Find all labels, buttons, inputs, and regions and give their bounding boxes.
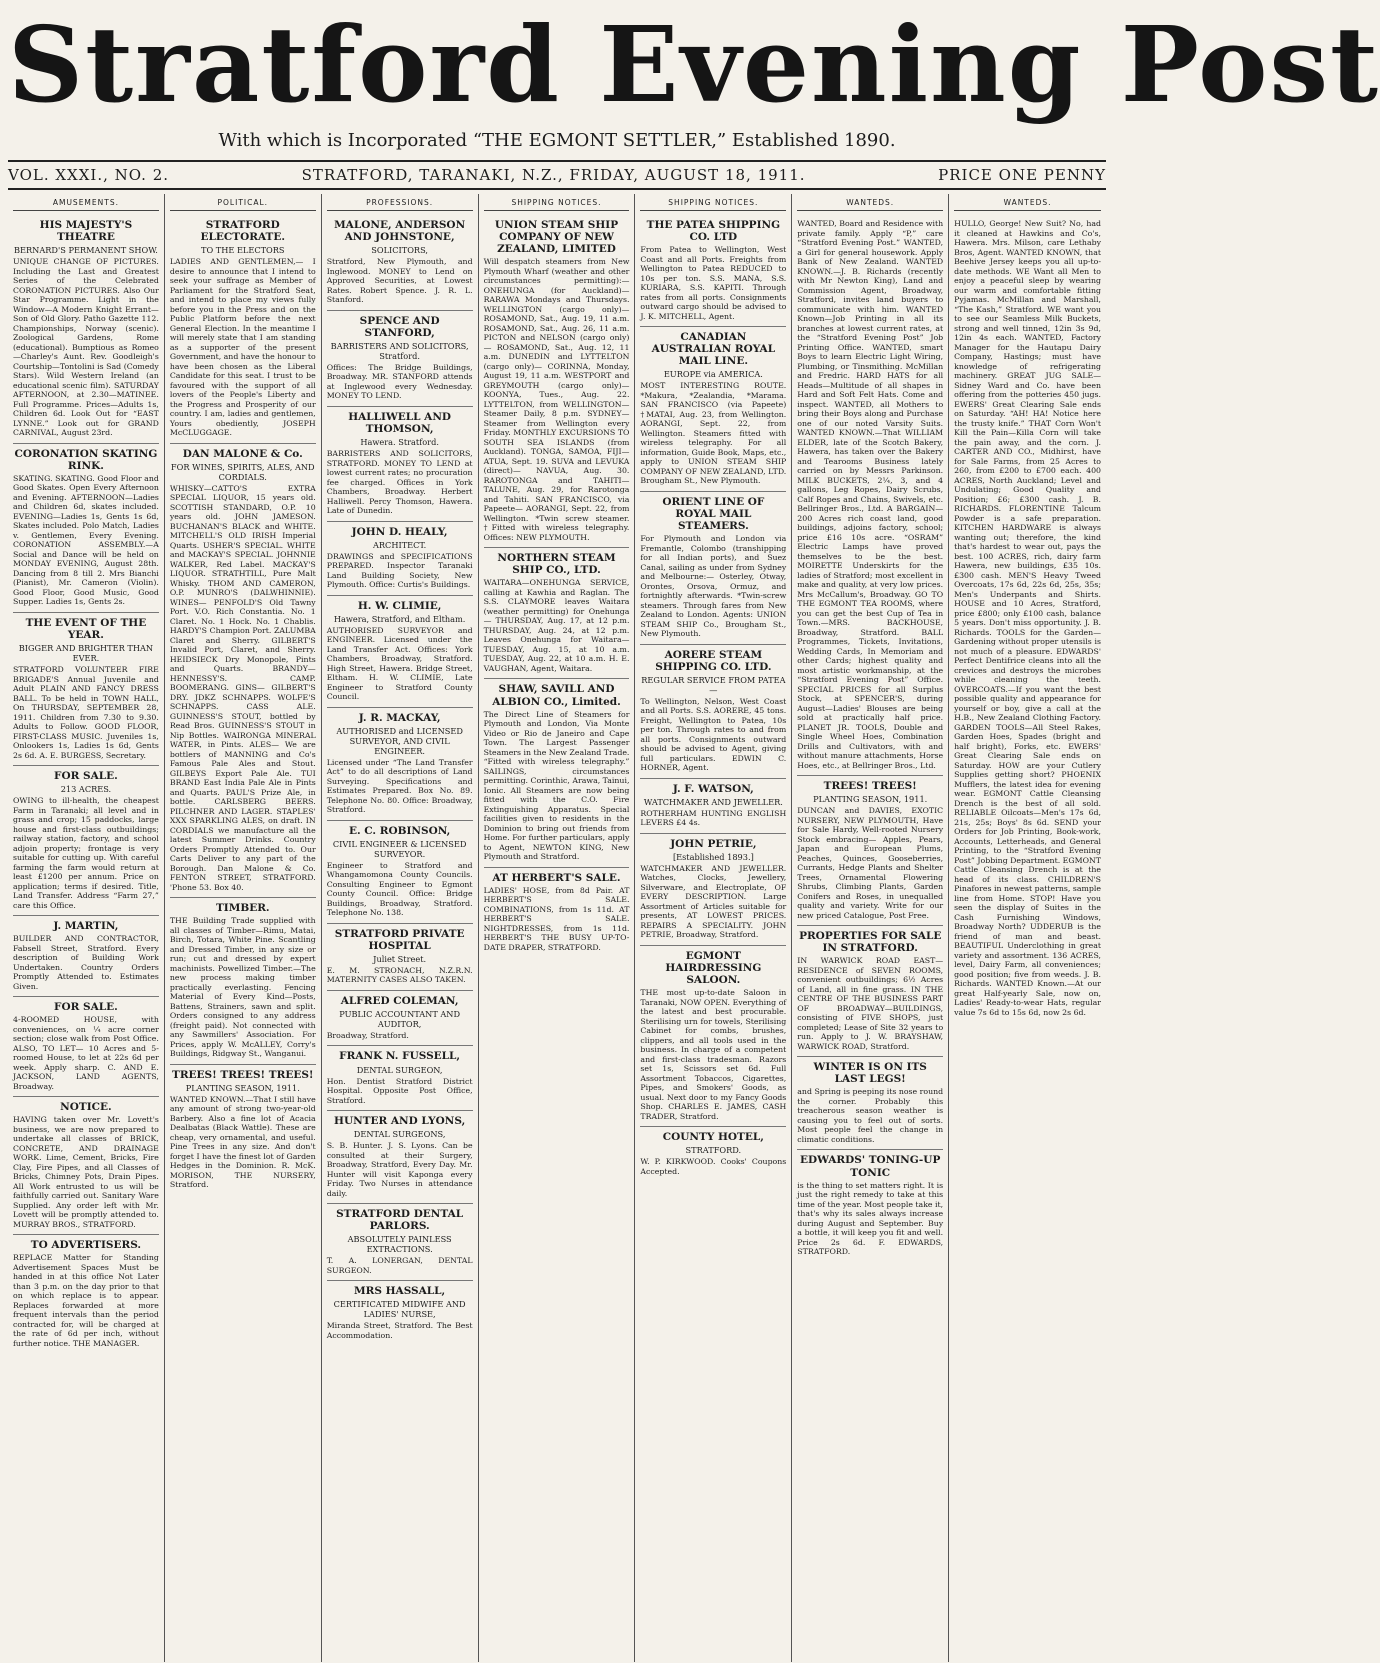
ad-body: BARRISTERS AND SOLICITORS, STRATFORD. MONEY TO LEND at lowest current rates; no procuration fee charged. Offices in York Chambers, Broadway. Herbert Halliwell. Percy Thomson, Hawera. Late of Dunedin.	[326, 449, 473, 516]
advertisement	[170, 898, 316, 1065]
place-date: STRATFORD, TARANAKI, N.Z., FRIDAY, AUGUST 18, 1911.	[301, 166, 806, 184]
ad-title: ORIENT LINE OF ROYAL MAIL STEAMERS.	[662, 495, 765, 533]
column-4	[479, 194, 636, 1662]
ad-title: J. MARTIN,	[53, 920, 119, 933]
ad-subtitle: WATCHMAKER AND JEWELLER.	[643, 796, 783, 807]
advertisement	[170, 1065, 316, 1195]
column-6	[792, 194, 949, 1662]
ad-title: TIMBER.	[215, 902, 270, 915]
ad-title: STRATFORD PRIVATE HOSPITAL	[334, 927, 465, 952]
ad-title: DAN MALONE & Co.	[182, 447, 303, 460]
ad-body: Will despatch steamers from New Plymouth Wharf (weather and other circumstances permitting):— ONEHUNGA (for Auckland)— RARAWA Mondays and Thursdays. WELLINGTON (cargo only)— ROSAMOND, Sat., Aug. 19, 11 a.m. ROSAMOND, Sat., Aug. 26, 11 a.m. PICTON and NELSON (cargo only)— ROSAMOND, Sat., Aug. 12, 11 a.m. DUNEDIN and LYTTELTON (cargo only)— CORINNA, Monday, August 19, 11 a.m. WESTPORT and GREYMOUTH (cargo only)— KOONYA, Tues., Aug. 22. LYTTELTON, from WELLINGTON—Steamer Daily, 8 p.m. SYDNEY— Steamer from Wellington every Friday. MONTHLY EXCURSIONS TO SOUTH SEA ISLANDS (from Auckland). TONGA, SAMOA, FIJI— ATUA, Sept. 19. SUVA and LEVUKA (direct)— NAVUA, Aug. 30. RAROTONGA and TAHITI— TALUNE, Aug. 29, for Rarotonga and Tahiti. SAN FRANCISCO, via Papeete— AORANGI, Sept. 22, from Wellington. *Twin screw steamer. †Fitted with wireless telegraphy. Offices: NEW PLYMOUTH.	[483, 257, 630, 542]
advertisement	[640, 946, 786, 1127]
column-3	[322, 194, 479, 1662]
ad-title: J. F. WATSON,	[672, 782, 754, 795]
advertisement	[13, 1097, 159, 1235]
column-heading: PROFESSIONS.	[327, 194, 473, 211]
column-heading: SHIPPING NOTICES.	[484, 194, 630, 211]
ad-title: JOHN PETRIE,	[670, 837, 757, 850]
advertisement	[640, 492, 786, 645]
column-heading: AMUSEMENTS.	[13, 194, 159, 211]
ad-body: WATCHMAKER AND JEWELLER. Watches, Clocks, Jewellery, Silverware, and Electroplate, OF EVERY DESCRIPTION. Large Assortment of Articles suitable for presents, AT LOWEST PRICES. REPAIRS A SPECIALITY. JOHN PETRIE, Broadway, Stratford.	[640, 863, 787, 940]
advertisement	[327, 311, 473, 407]
advertisement	[640, 215, 786, 327]
advertisement	[327, 215, 473, 311]
ad-subtitle: BIGGER AND BRIGHTER THAN EVER.	[18, 643, 154, 664]
advertisement	[640, 1127, 786, 1181]
ad-title: CORONATION SKATING RINK.	[14, 447, 158, 472]
ad-title: H. W. CLIMIE,	[357, 599, 442, 612]
advertisement	[13, 1235, 159, 1353]
ad-subtitle: CERTIFICATED MIDWIFE AND LADIES' NURSE,	[333, 1299, 466, 1320]
dateline	[8, 160, 1106, 190]
ad-subtitle: ARCHITECT.	[372, 539, 427, 550]
ad-body: THE most up-to-date Saloon in Taranaki, NOW OPEN. Everything of the latest and best procurable. Sterilising urn for towels, Sterilising Cabinet for combs, brushes, clippers, and all tools used in the business. In charge of a competent and first-class tradesman. Razors set 1s, Scissors set 6d. Full Assortment Tobaccos, Cigarettes, Pipes, and Smokers' Goods, as usual. Next door to my Fancy Goods Shop. CHARLES E. JAMES, CASH TRADER, Stratford.	[640, 988, 787, 1121]
ad-title: FOR SALE.	[54, 770, 118, 783]
ad-subtitle: DENTAL SURGEON,	[356, 1064, 443, 1075]
ad-subtitle: Hawera, Stratford, and Eltham.	[333, 613, 466, 624]
advertisement	[797, 926, 943, 1057]
ad-title: COUNTY HOTEL,	[662, 1131, 764, 1144]
ad-body: SKATING. SKATING. Good Floor and Good Skates. Open Every Afternoon and Evening. AFTERNOON—Ladies and Children 6d, skates included. EVENING—Ladies 1s, Gents 1s 6d, Skates included. Polo Match, Ladies v. Gentlemen, Every Evening. CORONATION ASSEMBLY.—A Social and Dance will be held on MONDAY EVENING, August 28th. Dancing from 8 till 2. Mrs Bianchi (Pianist), Mr. Cameron (Violin). Good Floor, Good Music, Good Supper. Ladies 1s, Gents 2s.	[13, 473, 159, 607]
advertisement	[170, 444, 316, 899]
ad-subtitle: CIVIL ENGINEER & LICENSED SURVEYOR.	[332, 838, 467, 859]
advertisement	[327, 407, 473, 522]
ad-body: For Plymouth and London via Fremantle, Colombo (transhipping for all Indian ports), and Suez Canal, sailing as under from Sydney and Melbourne:— Osterley, Otway, Orontes, Orsova, Ormuz, and fortnightly afterwards. *Twin-screw steamers. Through fares from New Zealand to London. Agents: UNION STEAM SHIP Co., Brougham St., New Plymouth.	[640, 534, 787, 639]
ad-body: WAITARA—ONEHUNGA SERVICE, calling at Kawhia and Raglan. The S.S. CLAYMORE leaves Waitara (weather permitting) for Onehunga— THURSDAY, Aug. 17, at 12 p.m. THURSDAY, Aug. 24, at 12 p.m. Leaves Onehunga for Waitara— TUESDAY, Aug. 15, at 10 a.m. TUESDAY, Aug. 22, at 10 a.m. H. E. VAUGHAN, Agent, Waitara.	[483, 578, 630, 673]
ad-body: T. A. LONERGAN, DENTAL SURGEON.	[326, 1256, 473, 1275]
advertisement	[170, 215, 316, 444]
column-5	[635, 194, 792, 1662]
advertisement	[640, 327, 786, 492]
ad-body: THE Building Trade supplied with all classes of Timber—Rimu, Matai, Birch, Totara, White Pine. Scantling and Dressed Timber, in any size or run; cut and dressed by expert machinists. Powellized Timber.—The new process making timber practically everlasting. Fencing Material of Every Kind—Posts, Battens, Strainers, sawn and split. Orders consigned to any address (freight paid). Not connected with any Sawmillers' Association. For Prices, apply W. McALLEY, Corry's Buildings, Ridgway St., Wanganui.	[169, 916, 316, 1059]
advertisement	[797, 215, 943, 776]
price: PRICE ONE PENNY	[938, 166, 1106, 184]
ad-body: Offices: The Bridge Buildings, Broadway. MR. STANFORD attends at Inglewood every Wednesday. MONEY TO LEND.	[326, 362, 473, 401]
ad-title: FOR SALE.	[54, 1001, 118, 1014]
advertisement	[327, 1046, 473, 1111]
advertisement	[13, 997, 159, 1097]
ad-body: and Spring is peeping its nose round the corner. Probably this treacherous season weather is causing you to feel out of sorts. Most people feel the change in climatic conditions.	[797, 1087, 944, 1144]
advertisement	[640, 779, 786, 834]
ad-subtitle: REGULAR SERVICE FROM PATEA—	[641, 674, 786, 695]
advertisement	[327, 821, 473, 924]
ad-title: FRANK N. FUSSELL,	[339, 1050, 461, 1063]
ad-title: HALLIWELL AND THOMSON,	[348, 410, 452, 435]
ad-body: Hon. Dentist Stratford District Hospital. Opposite Post Office, Stratford.	[326, 1076, 473, 1105]
ad-title: UNION STEAM SHIP COMPANY OF NEW ZEALAND, LIMITED	[494, 219, 619, 256]
ad-subtitle: ABSOLUTELY PAINLESS EXTRACTIONS.	[347, 1234, 452, 1255]
ad-title: MALONE, ANDERSON AND JOHNSTONE,	[334, 219, 466, 244]
ad-title: THE PATEA SHIPPING CO. LTD	[646, 219, 781, 244]
column-2	[165, 194, 322, 1662]
ad-title: NORTHERN STEAM SHIP CO., LTD.	[497, 552, 616, 577]
ad-body: BUILDER AND CONTRACTOR, Fabsell Street, Stratford. Every description of Building Work Undertaken. Country Orders Promptly Attended to. Estimates Given.	[13, 934, 159, 991]
ad-body: ROTHERHAM HUNTING ENGLISH LEVERS £4 4s.	[640, 808, 787, 828]
column-heading: WANTEDS.	[954, 194, 1101, 211]
ad-subtitle: BARRISTERS AND SOLICITORS, Stratford.	[330, 340, 469, 361]
ad-body: LADIES' HOSE, from 8d Pair. AT HERBERT'S SALE. COMBINATIONS, from 1s 11d. AT HERBERT'S SALE. NIGHTDRESSES, from 1s 11d. HERBERT'S THE BUSY UP-TO-DATE DRAPER, STRATFORD.	[483, 885, 630, 952]
ad-title: WINTER IS ON ITS LAST LEGS!	[813, 1061, 927, 1086]
ad-body: Broadway, Stratford.	[326, 1030, 409, 1040]
ad-title: SPENCE AND STANFORD,	[359, 314, 440, 339]
ad-title: EDWARDS' TONING-UP TONIC	[800, 1154, 941, 1179]
ad-body: WANTED, Board and Residence with private family. Apply “P,” care “Stratford Evening Post.” WANTED, a Girl for general housework. Apply Bank of New Zealand. WANTED KNOWN.—J. B. Richards (recently with Mr Newton King), Land and Commission Agent, Broadway, Stratford, invites land buyers to communicate with him. WANTED Known—Job Printing in all its branches at lowest current rates, at the “Stratford Evening Post” Job Printing Office. WANTED, smart Boys to learn Electric Light Wiring, Plumbing, or Tinsmithing. McMillan and Fredric. HARD HATS for all Heads—Multitude of all shapes in Hard and Soft Felt Hats. Come and inspect. WANTED, all Mothers to bring their Boys along and Purchase one of our noted Varsity Suits. WANTED KNOWN.—That WILLIAM ELDER, late of the Scotch Bakery, Hawera, has taken over the Bakery and Tearooms Business lately carried on by Messrs Parkinson. MILK BUCKETS, 2¼, 3, and 4 gallons, Leg Ropes, Dairy Scrubs, Calf Ropes and Chains, Swivels, etc. Bellringer Bros., Ltd. A BARGAIN—200 Acres rich coast land, good buildings, adjoins factory, school; price £16 10s acre. “OSRAM” Electric Lamps have proved themselves to be the best. MOIRETTE Underskirts for the ladies of Stratford; most excellent in make and quality, at very low prices. Mrs McCallum's, Broadway. GO TO THE EGMONT TEA ROOMS, where you can get the best Cup of Tea in Town.—MRS. BACKHOUSE, Broadway, Stratford. BALL Programmes, Tickets, Invitations, Wedding Cards, In Memoriam and other Cards; highest quality and most artistic workmanship, at the “Stratford Evening Post” Office. SPECIAL PRICES for all Surplus Stock, at SPENCER'S, during August—Ladies' Blouses are being sold at practically half price. PLANET JR. TOOLS, Double and Single Wheel Hoes, Combination Drills and Cultivators, with and without manure attachments, Horse Hoes, etc., at Bellringer Bros., Ltd.	[797, 219, 944, 770]
ad-subtitle: SOLICITORS,	[371, 245, 428, 256]
column-1	[8, 194, 165, 1662]
advertisement	[13, 916, 159, 997]
advertisement	[640, 834, 786, 946]
ad-title: STRATFORD DENTAL PARLORS.	[336, 1208, 464, 1233]
ad-title: E. C. ROBINSON,	[348, 824, 451, 837]
ad-subtitle: TO THE ELECTORS	[200, 245, 285, 256]
ad-body: HAVING taken over Mr. Lovett's business, we are now prepared to undertake all classes of BRICK, CONCRETE, AND DRAINAGE WORK. Lime, Cement, Bricks, Fire Clay, Fire Pipes, and all Classes of Bricks, Chimney Pots, Drain Pipes. All Work entrusted to us will be faithfully carried out. Sanitary Ware Supplied. Any order left with Mr. Lovett will be promptly attended to. MURRAY BROS., STRATFORD.	[13, 1115, 159, 1229]
ad-subtitle: STRATFORD.	[685, 1145, 742, 1156]
ad-subtitle: DENTAL SURGEONS,	[353, 1129, 446, 1140]
advertisement	[327, 1204, 473, 1281]
advertisement	[13, 215, 159, 444]
ad-body: is the thing to set matters right. It is just the right remedy to take at this time of the year. Most people take it, that's why its sales always increase during August and September. Buy a bottle, it will keep you fit and well. Price 2s 6d. F. EDWARDS, STRATFORD.	[797, 1180, 944, 1257]
ad-subtitle: EUROPE via AMERICA.	[663, 369, 763, 380]
ad-body: DUNCAN and DAVIES, EXOTIC NURSERY, NEW PLYMOUTH, Have for Sale Hardy, Well-rooted Nursery Stock embracing— Apples, Pears, Japan and European Plums, Peaches, Quinces, Gooseberries, Currants, Hedge Plants and Shelter Trees, Ornamental Flowering Shrubs, Climbing Plants, Garden Conifers and Roses, in unequalled quality and variety. Write for our new priced Catalogue, Post Free.	[797, 806, 944, 920]
columns	[8, 194, 1106, 1662]
ad-title: THE EVENT OF THE YEAR.	[25, 616, 147, 641]
ad-subtitle: PUBLIC ACCOUNTANT AND AUDITOR,	[339, 1008, 461, 1029]
advertisement	[327, 596, 473, 708]
advertisement	[327, 522, 473, 596]
ad-body: HULLO, George! New Suit? No, had it cleaned at Hawkins and Co's, Hawera. Mrs. Milson, care Lethaby Bros, Agent. WANTED KNOWN, that Beehive Jersey keeps you all up-to-date methods. WE Want all Men to enjoy a peaceful sleep by wearing our warm and comfortable fitting Pyjamas. McMillan and Marshall, “The Kash,” Stratford. WE want you to see our Seamless Milk Buckets, strong and well tinned, 12in 3s 9d, 12in 4s each. WANTED, Factory Manager for the Hautapu Dairy Company, Hastings; must have knowledge of refrigerating machinery. GREAT JUG SALE—Sidney Ward and Co. have been offering from the potteries 450 jugs. EWERS' Great Clearing Sale ends on Saturday. “AH! HA! Notice here the trusty knife.” THAT Corn Won't Kill the Pain—Killa Corn will take the pain away, and the corn. J. CARTER AND CO., Midhirst, have for Sale Farms, from 25 Acres to 260, from £200 to £700 each. 400 ACRES, North Auckland; Level and Undulating; Good Quality and Position; £6; £300 cash. J. B. RICHARDS. FLORENTINE Talcum Powder is a safe preparation. KITCHEN HARDWARE is always wanting out; therefore, the kind that's hardest to wear out, pays the best. 100 ACRES, rich, dairy farm Hawera, new buildings, £35 10s. £300 cash. MEN'S Heavy Tweed Overcoats, 17s 6d, 22s 6d, 25s, 35s; Men's Underpants and Shirts. HOUSE and 10 Acres, Stratford, price £800; only £100 cash, balance 5 years. Don't miss opportunity. J. B. Richards. TOOLS for the Garden—Gardening without proper utensils is not much of a pleasure. EDWARDS' Perfect Dentifrice cleans into all the crevices and destroys the microbes while cleaning the teeth. OVERCOATS.—If you want the best possible quality and appearance for yourself or boy, give a call at the H.B., New Zealand Clothing Factory. GARDEN TOOLS—All Steel Rakes, Garden Hoes, Spades (bright and half bright), Forks, etc. EWERS' Great Clearing Sale ends on Saturday. HOW are your Cutlery Supplies getting short? PHOENIX Mufflers, the latest idea for evening wear. EGMONT Cattle Cleansing Drench is the best of all sold. RELIABLE Oilcoats—Men's 17s 6d, 21s, 25s; Boys' 8s 6d. SEND your Orders for Job Printing, Book-work, Accounts, Letterheads, and General Printing, to the “Stratford Evening Post” Jobbing Department. EGMONT Cattle Cleansing Drench is at the head of its class. CHILDREN'S Pinafores in newest patterns, sample line from Home. STOP! Have you seen the display of Suites in the Cash Furnishing Windows, Broadway North? UDDERUB is the friend of man and beast. BEAUTIFUL Underclothing in great variety and assortment. 136 ACRES, level, Dairy Farm, all conveniences; good position; five from weeds. J. B. Richards. WANTED Known.—At our great Half-yearly Sale, now on, Ladies' Ready-to-wear Hats, regular value 7s 6d to 15s 6d, now 2s 6d.	[954, 219, 1101, 1017]
ad-title: PROPERTIES FOR SALE IN STRATFORD.	[799, 930, 942, 955]
ad-title: JOHN D. HEALY,	[351, 525, 448, 538]
ad-body: To Wellington, Nelson, West Coast and all Ports. S.S. AORERE, 45 tons. Freight, Wellington to Patea, 10s per ton. Through rates to and from all ports. Consignments outward should be advised to Agent, giving full particulars. EDWIN C. HORNER, Agent.	[640, 696, 787, 773]
column-7	[949, 194, 1106, 1662]
ad-body: MOST INTERESTING ROUTE. *Makura, *Zealandia, *Marama. SAN FRANCISCO (via Papeete) †MATAI, Aug. 23, from Wellington. AORANGI, Sept. 22, from Wellington. Steamers fitted with wireless telegraphy. For all information, Guide Book, Maps, etc., apply to UNION STEAM SHIP COMPANY OF NEW ZEALAND, LTD. Brougham St., New Plymouth.	[640, 381, 787, 486]
advertisement	[13, 444, 159, 613]
ad-body: IN WARWICK ROAD EAST—RESIDENCE of SEVEN ROOMS, convenient outbuildings; 6½ Acres of Land, all in fine grass. IN THE CENTRE OF THE BUSINESS PART OF BROADWAY—BUILDINGS, consisting of FIVE SHOPS, just completed; Lease of Site 32 years to run. Apply to J. W. BRAYSHAW, WARWICK ROAD, Stratford.	[797, 956, 944, 1051]
advertisement	[797, 1150, 943, 1261]
ad-body: 4-ROOMED HOUSE, with conveniences, on ¼ acre corner section; close walk from Post Office. ALSO, TO LET— 10 Acres and 5-roomed House, to let at 22s 6d per week. Apply sharp. C. AND E. JACKSON, LAND AGENTS, Broadway.	[13, 1015, 159, 1091]
ad-body: UNIQUE CHANGE OF PICTURES. Including the Last and Greatest Series of the Celebrated CORONATION PICTURES. Also Our Star Programme. Light in the Window—A Modern Knight Errant—Son of Old Glory. Patho Gazette 112. Championships, Norway (scenic). Zoological Gardens, Rome (educational). Bumptious as Romeo—Charley's Aunt. Rev. Goodleigh's Courtship—Tontolini is Sad (Comedy Stars). Wild Western Ireland (an educational scenic film). SATURDAY AFTERNOON, at 2.30—MATINEE. Full Programme. Prices—Adults 1s, Children 6d. Look Out for “EAST LYNNE.” Look out for GRAND CARNIVAL, August 23rd.	[13, 257, 159, 438]
advertisement	[640, 645, 786, 779]
advertisement	[327, 708, 473, 821]
ad-title: EGMONT HAIRDRESSING SALOON.	[665, 949, 762, 987]
ad-subtitle: Hawera. Stratford.	[360, 437, 439, 448]
ad-subtitle: PLANTING SEASON, 1911.	[185, 1082, 300, 1093]
ad-body: S. B. Hunter. J. S. Lyons. Can be consulted at their Surgery, Broadway, Stratford, Every Day. Mr. Hunter will visit Kaponga every Friday. Two Nurses in attendance daily.	[326, 1141, 473, 1198]
advertisement	[13, 766, 159, 916]
ad-body: Licensed under “The Land Transfer Act” to do all descriptions of Land Surveying. Specifications and Estimates Prepared. Box No. 89. Telephone No. 80. Office: Broadway, Stratford.	[326, 757, 473, 815]
ad-body: Miranda Street, Stratford. The Best Accommodation.	[326, 1321, 473, 1340]
ad-body: OWING to ill-health, the cheapest Farm in Taranaki; all level and in grass and crop; 15 paddocks, large house and first-class outbuildings; railway station, factory, and school adjoin property; frontage is very suitable for cutting up. With careful farming the farm would return at least £1200 per annum. Price on application; terms if desired. Title, Land Transfer. Address “Farm 27,” care this Office.	[13, 796, 159, 910]
ad-subtitle: Juliet Street.	[373, 953, 427, 964]
ad-title: STRATFORD ELECTORATE.	[200, 219, 286, 244]
ad-title: MRS HASSALL,	[354, 1285, 446, 1298]
advertisement	[797, 1057, 943, 1150]
ad-subtitle: [Established 1893.]	[672, 851, 754, 862]
masthead-title: Stratford Evening Post	[8, 3, 1380, 126]
ad-subtitle: AUTHORISED and LICENSED SURVEYOR, AND CIVIL ENGINEER.	[336, 725, 463, 756]
ad-body: STRATFORD VOLUNTEER FIRE BRIGADE'S Annual Juvenile and Adult PLAIN AND FANCY DRESS BALL. To be held in TOWN HALL, On THURSDAY, SEPTEMBER 28, 1911. Children from 7.30 to 9.30. Adults to Follow. GOOD FLOOR, FIRST-CLASS MUSIC. Juveniles 1s, Onlookers 1s, Ladies 1s 6d, Gents 2s 6d. A. E. BURGESS, Secretary.	[13, 665, 159, 760]
advertisement	[954, 215, 1101, 1022]
ad-body: From Patea to Wellington, West Coast and all Ports. Freights from Wellington to Patea REDUCED to 10s per ton. S.S. MANA, S.S. KURIARA, S.S. KAPITI. Through rates from all ports. Consignments outward cargo should be advised to J. K. MITCHELL, Agent.	[640, 245, 787, 321]
ad-subtitle: PLANTING SEASON, 1911.	[813, 794, 928, 805]
advertisement	[484, 679, 630, 867]
column-heading: POLITICAL.	[170, 194, 316, 211]
ad-title: AORERE STEAM SHIPPING CO. LTD.	[655, 648, 772, 673]
ad-subtitle: BERNARD'S PERMANENT SHOW.	[14, 245, 158, 256]
ad-subtitle: FOR WINES, SPIRITS, ALES, AND CORDIALS.	[170, 461, 315, 482]
ad-title: TO ADVERTISERS.	[30, 1239, 142, 1252]
ad-body: Stratford, New Plymouth, and Inglewood. MONEY to Lend on Approved Securities, at Lowest Rates. Robert Spence. J. R. L. Stanford.	[326, 257, 473, 305]
advertisement	[484, 548, 630, 679]
advertisement	[327, 924, 473, 991]
advertisement	[327, 991, 473, 1047]
column-heading: SHIPPING NOTICES.	[640, 194, 786, 211]
column-heading: WANTEDS.	[797, 194, 943, 211]
ad-subtitle: 213 ACRES.	[60, 784, 112, 795]
ad-title: HIS MAJESTY'S THEATRE	[39, 219, 133, 244]
ad-title: TREES! TREES!	[823, 780, 917, 793]
ad-title: NOTICE.	[60, 1101, 112, 1114]
ad-title: AT HERBERT'S SALE.	[492, 871, 621, 884]
ad-title: SHAW, SAVILL AND ALBION CO., Limited.	[492, 683, 621, 708]
ad-title: TREES! TREES! TREES!	[172, 1068, 314, 1081]
ad-title: J. R. MACKAY,	[358, 711, 441, 724]
advertisement	[484, 215, 630, 548]
advertisement	[13, 613, 159, 766]
ad-body: WANTED KNOWN.—That I still have any amount of strong two-year-old Barbery. Also a fine lot of Acacia Dealbatas (Black Wattle). These are cheap, very ornamental, and useful. Pine Trees in any size. And don't forget I have the finest lot of Garden Hedges in the Dominion. R. McK. MORISON, THE NURSERY, Stratford.	[169, 1094, 316, 1190]
ad-title: HUNTER AND LYONS,	[334, 1115, 466, 1128]
ad-body: Engineer to Stratford and Whangamomona County Councils. Consulting Engineer to Egmont County Council. Office: Bridge Buildings, Broadway, Stratford. Telephone No. 138.	[326, 860, 473, 918]
ad-title: CANADIAN AUSTRALIAN ROYAL MAIL LINE.	[651, 331, 776, 368]
advertisement	[327, 1281, 473, 1345]
ad-body: WHISKY—CATTO'S EXTRA SPECIAL LIQUOR, 15 years old. SCOTTISH STANDARD, O.P. 10 years old. JOHN JAMESON. BUCHANAN'S BLACK and WHITE. MITCHELL'S OLD IRISH Imperial Quarts. USHER'S SPECIAL. WHITE and MACKAY'S SPECIAL. JOHNNIE WALKER, Red Label. MACKAY'S LIQUOR. STRATHTILL, Pure Malt Whisky. THOM AND CAMERON, O.P. MUNRO'S (DALWHINNIE). WINES— PENFOLD'S Old Tawny Port. V.O. Rich Constantia. No. 1 Claret. No. 1 Hock. No. 1 Chablis. HARDY'S Champion Port. ZALUMBA Claret and Sherry. GILBERT'S Invalid Port, Claret, and Sherry. HEIDSIECK Dry Monopole, Pints and Quarts. BRANDY— HENNESSY'S. CAMP. BOOMERANG. GINS— GILBERT'S DRY. JDKZ SCHNAPPS. WOLFE'S SCHNAPPS. CASS ALE. GUINNESS'S STOUT, bottled by Read Bros. GUINNESS'S STOUT in Nip Bottles. WAIRONGA MINERAL WATER, in Pints. ALES— We are bottlers of MANNING and Co's Famous Pale Ales and Stout. GILBEYS Export Pale Ale. TUI BRAND East India Pale Ale in Pints and Quarts. PAUL'S Prize Ale, in bottle. CARLSBERG BEERS. PILCHNER AND LAGER. STAPLES' XXX SPARKLING ALES, on draft. IN CORDIALS we manufacture all the latest Summer Drinks. Country Orders Promptly Attended to. Our Carts Deliver to any part of the Borough. Dan Malone & Co. FENTON STREET, STRATFORD. 'Phone 53. Box 40.	[169, 483, 316, 892]
ad-body: AUTHORISED SURVEYOR and ENGINEER. Licensed under the Land Transfer Act. Offices: York Chambers, Broadway, Stratford. High Street, Hawera. Bridge Street, Eltham. H. W. CLIMIE, Late Engineer to Stratford County Council.	[326, 625, 473, 702]
volume-number: VOL. XXXI., NO. 2.	[8, 166, 170, 184]
advertisement	[484, 868, 630, 958]
ad-body: DRAWINGS and SPECIFICATIONS PREPARED. Inspector Taranaki Land Building Society, New Plymouth. Office: Curtis's Buildings.	[326, 551, 473, 590]
ad-body: LADIES AND GENTLEMEN,— I desire to announce that I intend to seek your suffrage as Member of Parliament for the Stratford Seat, and intend to place my views fully before you in the Press and on the Public Platform before the next General Election. In the meantime I will merely state that I am standing as a supporter of the present Government, and have the honour to have been chosen as the Liberal Candidate for this seat. I trust to be favoured with the support of all lovers of the People's Liberty and the Progress and Prosperity of our country. I am, ladies and gentlemen, Yours obediently, JOSEPH McCLUGGAGE.	[169, 257, 316, 438]
advertisement	[797, 776, 943, 926]
masthead-incorporated: With which is Incorporated “THE EGMONT SETTLER,” Established 1890.	[218, 130, 896, 151]
ad-body: W. P. KIRKWOOD. Cooks' Coupons Accepted.	[640, 1157, 787, 1176]
ad-body: REPLACE Matter for Standing Advertisement Spaces Must be handed in at this office Not Later than 3 p.m. on the day prior to that on which replace is to appear. Replaces forwarded at more frequent intervals than the period contracted for, will be charged at the rate of 6d per inch, without further notice. THE MANAGER.	[13, 1253, 159, 1348]
ad-title: ALFRED COLEMAN,	[340, 994, 459, 1007]
ad-body: The Direct Line of Steamers for Plymouth and London, Via Monte Video or Rio de Janeiro and Cape Town. The Largest Passenger Steamers in the New Zealand Trade. “Fitted with wireless telegraphy.” SAILINGS, circumstances permitting. Corinthic, Arawa, Tainui, Ionic. All Steamers are now being fitted with the C.O. Fire Extinguishing Apparatus. Special facilities given to residents in the Dominion to bring out friends from Home. For further particulars, apply to Agent, NEWTON KING, New Plymouth and Stratford.	[483, 709, 630, 862]
advertisement	[327, 1111, 473, 1204]
ad-body: E. M. STRONACH, N.Z.R.N. MATERNITY CASES ALSO TAKEN.	[326, 965, 473, 985]
